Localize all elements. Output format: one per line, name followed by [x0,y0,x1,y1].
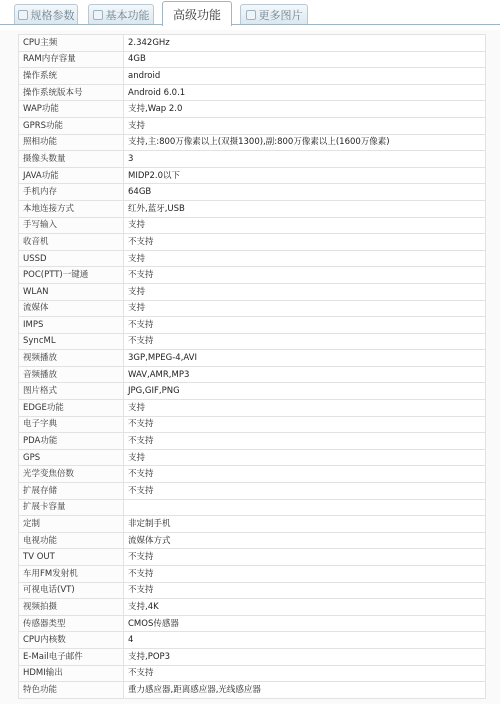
spec-row [19,68,486,85]
spec-row [19,51,486,68]
spec-value: 支持 [124,300,486,317]
spec-value: 支持,4K [124,599,486,616]
spec-key: 流媒体 [19,300,124,317]
spec-row [19,549,486,566]
spec-value: 支持,Wap 2.0 [124,101,486,118]
spec-key: CPU内核数 [19,632,124,649]
spec-value: 支持 [124,449,486,466]
spec-key: IMPS [19,317,124,334]
spec-key: CPU主频 [19,35,124,52]
spec-key: POC(PTT)一键通 [19,267,124,284]
tab-specs[interactable] [14,4,78,24]
spec-row [19,665,486,682]
spec-value: 不支持 [124,466,486,483]
spec-key: 手写输入 [19,217,124,234]
spec-row [19,615,486,632]
spec-row [19,84,486,101]
spec-row [19,582,486,599]
spec-key: 电视功能 [19,532,124,549]
spec-value: 支持 [124,283,486,300]
spec-row [19,383,486,400]
spec-row [19,283,486,300]
spec-key: GPS [19,449,124,466]
spec-value: 不支持 [124,416,486,433]
spec-value: 64GB [124,184,486,201]
spec-key: 视频播放 [19,350,124,367]
spec-key: 图片格式 [19,383,124,400]
spec-key: 收音机 [19,234,124,251]
spec-row [19,449,486,466]
spec-row [19,35,486,52]
spec-key: JAVA功能 [19,167,124,184]
spec-row [19,532,486,549]
spec-key: 传感器类型 [19,615,124,632]
spec-row [19,267,486,284]
spec-row [19,300,486,317]
tab-advanced-functions-label: 高级功能 [172,7,221,22]
spec-key: 扩展卡容量 [19,499,124,516]
spec-key: 操作系统 [19,68,124,85]
spec-table [18,34,486,699]
spec-value: 支持 [124,250,486,267]
spec-key: GPRS功能 [19,117,124,134]
spec-value: 不支持 [124,582,486,599]
spec-value: 不支持 [124,566,486,583]
spec-key: PDA功能 [19,433,124,450]
spec-value: 不支持 [124,483,486,500]
spec-value: 不支持 [124,234,486,251]
spec-value: 3 [124,151,486,168]
spec-value: MIDP2.0以下 [124,167,486,184]
tab-leading-icon [246,10,256,20]
spec-key: USSD [19,250,124,267]
spec-key: SyncML [19,333,124,350]
spec-key: 定制 [19,516,124,533]
tab-basic-functions-label: 基本功能 [105,8,150,22]
spec-row [19,499,486,516]
spec-key: 操作系统版本号 [19,84,124,101]
spec-key: TV OUT [19,549,124,566]
spec-value: Android 6.0.1 [124,84,486,101]
spec-row [19,433,486,450]
spec-value: 不支持 [124,333,486,350]
spec-row [19,516,486,533]
spec-value: 不支持 [124,665,486,682]
spec-row [19,416,486,433]
spec-row [19,167,486,184]
spec-value [124,499,486,516]
tab-bar [0,0,500,30]
spec-row [19,217,486,234]
spec-value: 流媒体方式 [124,532,486,549]
spec-value: 不支持 [124,317,486,334]
spec-key: 光学变焦倍数 [19,466,124,483]
spec-key: WLAN [19,283,124,300]
spec-key: 扩展存储 [19,483,124,500]
spec-key: HDMI输出 [19,665,124,682]
spec-key: 本地连接方式 [19,200,124,217]
spec-key: EDGE功能 [19,400,124,417]
spec-row [19,200,486,217]
spec-row [19,466,486,483]
spec-key: 电子字典 [19,416,124,433]
spec-row [19,648,486,665]
spec-value: 4GB [124,51,486,68]
spec-row [19,151,486,168]
spec-row [19,599,486,616]
spec-value: 非定制手机 [124,516,486,533]
spec-value: 不支持 [124,433,486,450]
spec-row [19,117,486,134]
spec-row [19,333,486,350]
spec-key: WAP功能 [19,101,124,118]
spec-value: JPG,GIF,PNG [124,383,486,400]
spec-value: 4 [124,632,486,649]
spec-key: E-Mail电子邮件 [19,648,124,665]
spec-key: 手机内存 [19,184,124,201]
spec-value: 支持 [124,217,486,234]
spec-row [19,184,486,201]
spec-row [19,101,486,118]
spec-value: android [124,68,486,85]
spec-value: 支持,主:800万像素以上(双摄1300),副:800万像素以上(1600万像素) [124,134,486,151]
spec-key: 可视电话(VT) [19,582,124,599]
spec-value: 支持 [124,117,486,134]
spec-key: 音频播放 [19,366,124,383]
tab-more-images[interactable] [240,4,308,24]
spec-row [19,483,486,500]
spec-value: 2.342GHz [124,35,486,52]
tab-basic-functions[interactable] [88,4,154,24]
spec-value: 不支持 [124,267,486,284]
spec-row [19,366,486,383]
spec-key: 视频拍摄 [19,599,124,616]
spec-row [19,317,486,334]
spec-row [19,682,486,699]
spec-value: 不支持 [124,549,486,566]
spec-row [19,350,486,367]
spec-value: 支持,POP3 [124,648,486,665]
spec-row [19,134,486,151]
tab-advanced-functions[interactable] [162,1,232,26]
spec-row [19,566,486,583]
tab-specs-label: 规格参数 [30,8,75,22]
spec-value: 红外,蓝牙,USB [124,200,486,217]
spec-row [19,250,486,267]
tab-leading-icon [93,10,103,20]
spec-value: 支持 [124,400,486,417]
spec-key: 车用FM发射机 [19,566,124,583]
spec-row [19,234,486,251]
spec-key: 特色功能 [19,682,124,699]
spec-key: 照相功能 [19,134,124,151]
spec-value: CMOS传感器 [124,615,486,632]
tab-bar-divider [0,24,500,25]
spec-value: 重力感应器,距离感应器,光线感应器 [124,682,486,699]
spec-key: 摄像头数量 [19,151,124,168]
spec-row [19,632,486,649]
tab-leading-icon [18,10,28,20]
spec-value: WAV,AMR,MP3 [124,366,486,383]
tab-more-images-label: 更多图片 [258,8,303,22]
spec-row [19,400,486,417]
spec-key: RAM内存容量 [19,51,124,68]
spec-panel [0,30,500,704]
spec-value: 3GP,MPEG-4,AVI [124,350,486,367]
